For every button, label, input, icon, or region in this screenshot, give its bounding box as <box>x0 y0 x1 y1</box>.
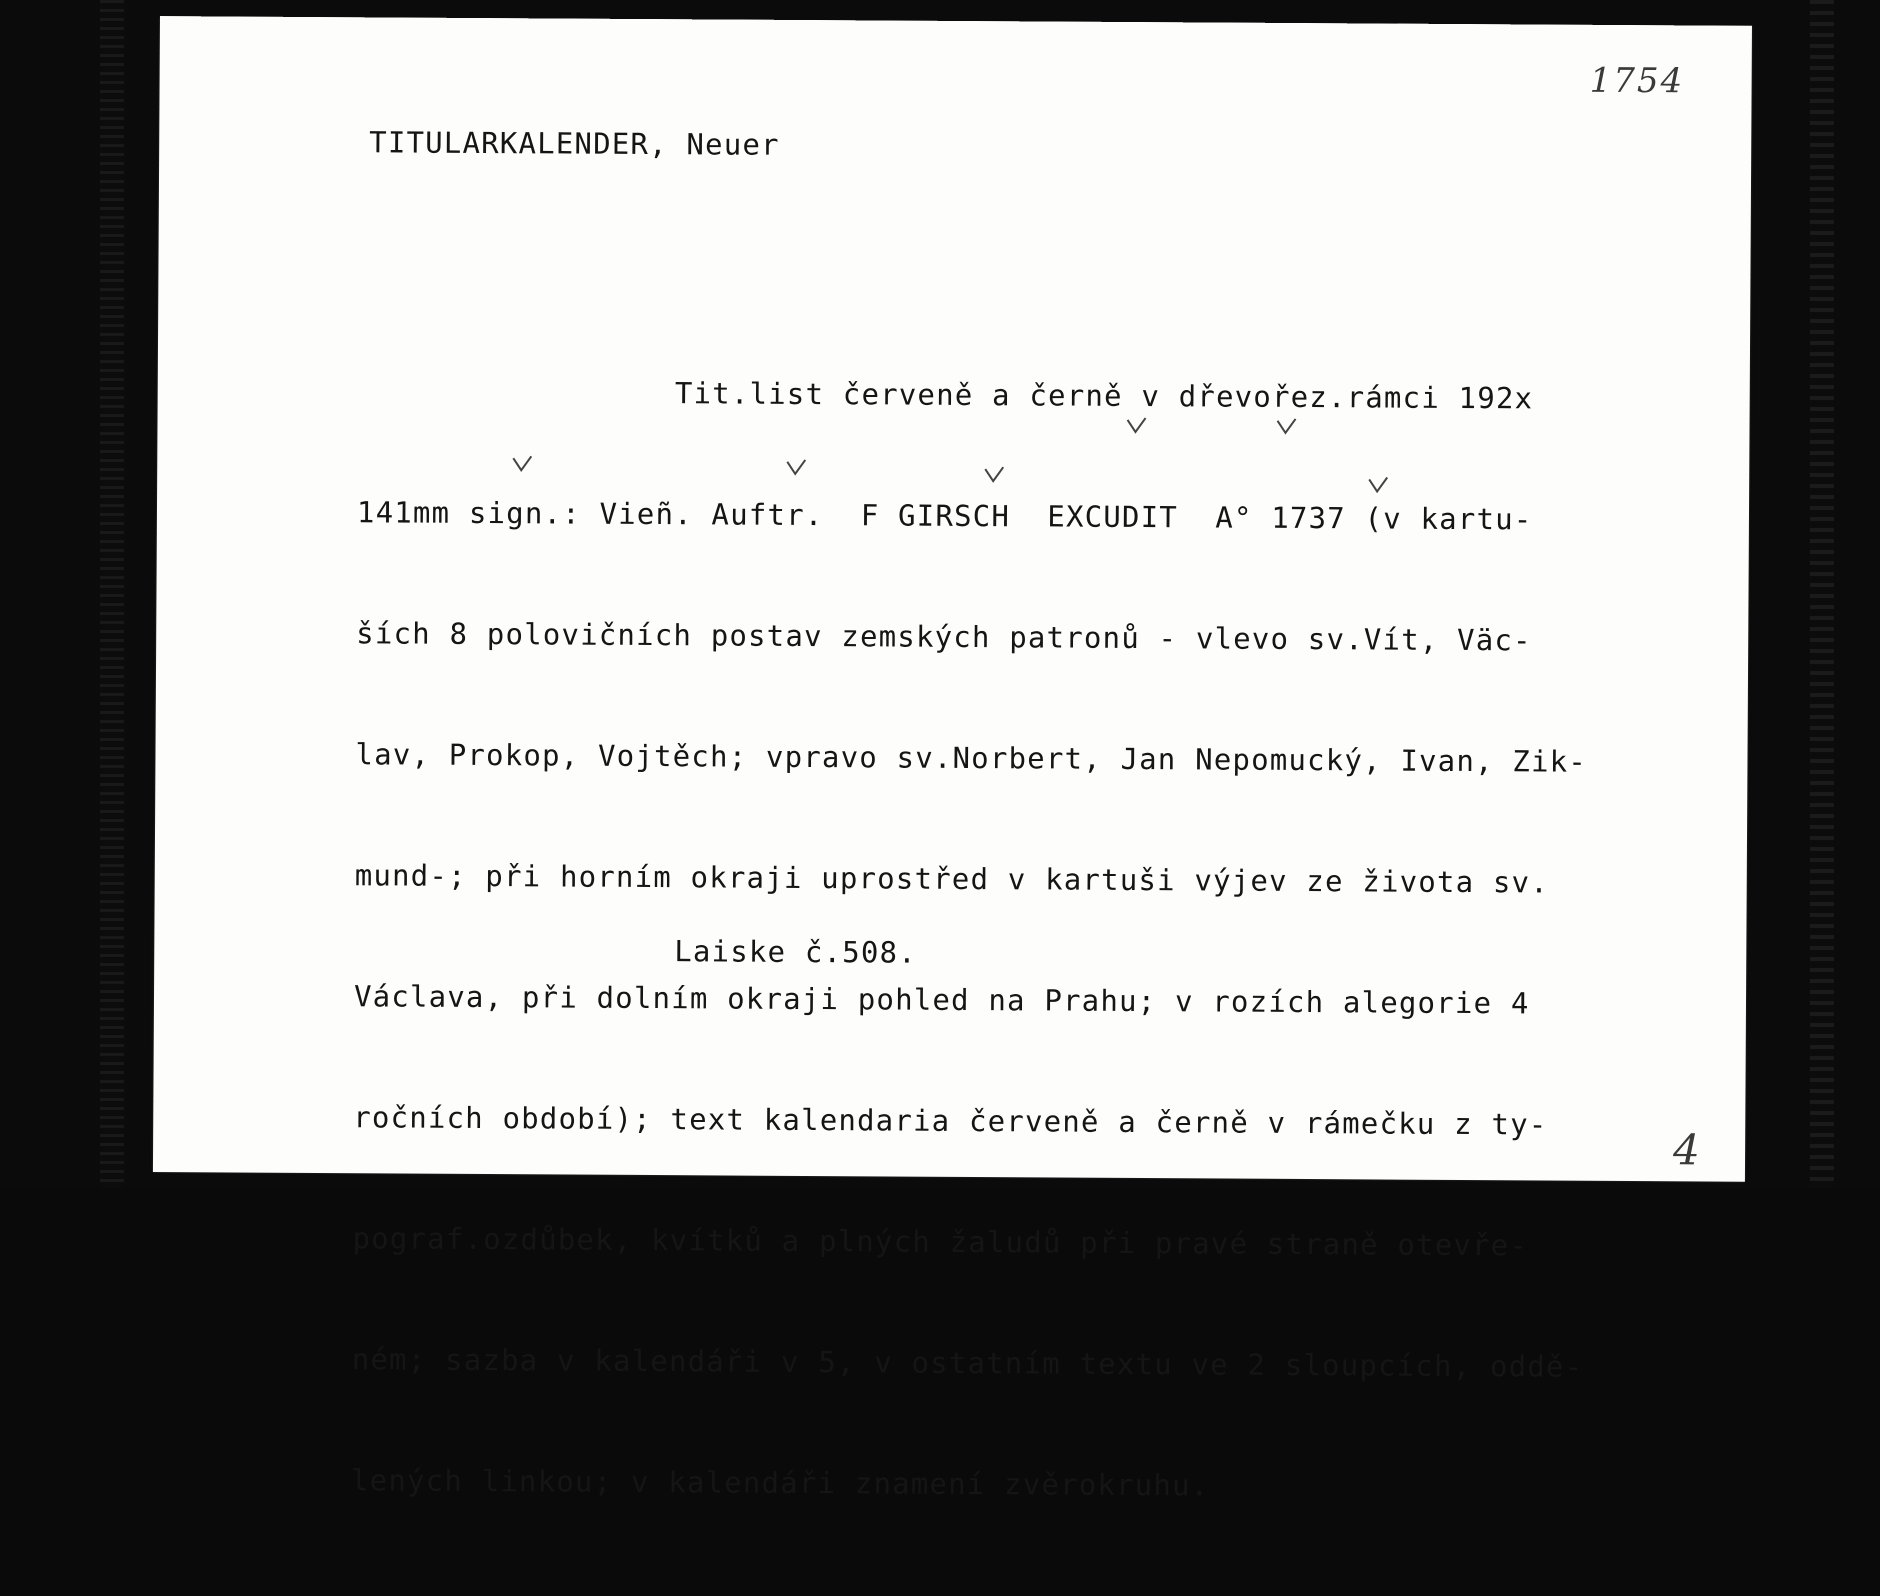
catalog-card <box>153 16 1752 1503</box>
description-line: Tit.list červeně a černě v dřevořez.rámci 192x <box>357 374 1534 416</box>
card-top-edge <box>160 12 1752 32</box>
card-heading: TITULARKALENDER, Neuer <box>369 125 780 162</box>
film-edge-left <box>100 0 124 1188</box>
description-line: mund-; při horním okraji uprostřed v kartuši výjev ze života sv. <box>354 858 1550 900</box>
film-edge-right <box>1810 0 1834 1188</box>
page-number: 4 <box>1672 1125 1700 1175</box>
description-line: ročních období); text kalendaria červeně a černě v rámečku z ty- <box>353 1100 1548 1142</box>
description-line: lených linkou; v kalendáři znamení zvěrokruhu. <box>350 1463 1210 1503</box>
description-line: ších 8 polovičních postav zemských patronů - vlevo sv.Vít, Väc- <box>356 616 1532 658</box>
catalog-number: 1754 <box>1589 60 1685 102</box>
description-line: pograf.ozdůbek, kvítků a plných žaludů při pravé straně otevře- <box>352 1221 1529 1263</box>
description-line: lav, Prokop, Vojtěch; vpravo sv.Norbert, Jan Nepomucký, Ivan, Zik- <box>355 737 1588 779</box>
description-line: 141mm sign.: Vieñ. Auftr. F GIRSCH EXCUDIT A° 1737 (v kartu- <box>356 495 1533 537</box>
description-line: ném; sazba v kalendáři v 5, v ostatním textu ve 2 sloupcích, oddě- <box>351 1342 1584 1384</box>
card-description <box>350 285 1589 1594</box>
signature-line: Laiske č.508. <box>674 934 917 970</box>
description-line: Václava, při dolním okraji pohled na Prahu; v rozích alegorie 4 <box>353 979 1530 1021</box>
